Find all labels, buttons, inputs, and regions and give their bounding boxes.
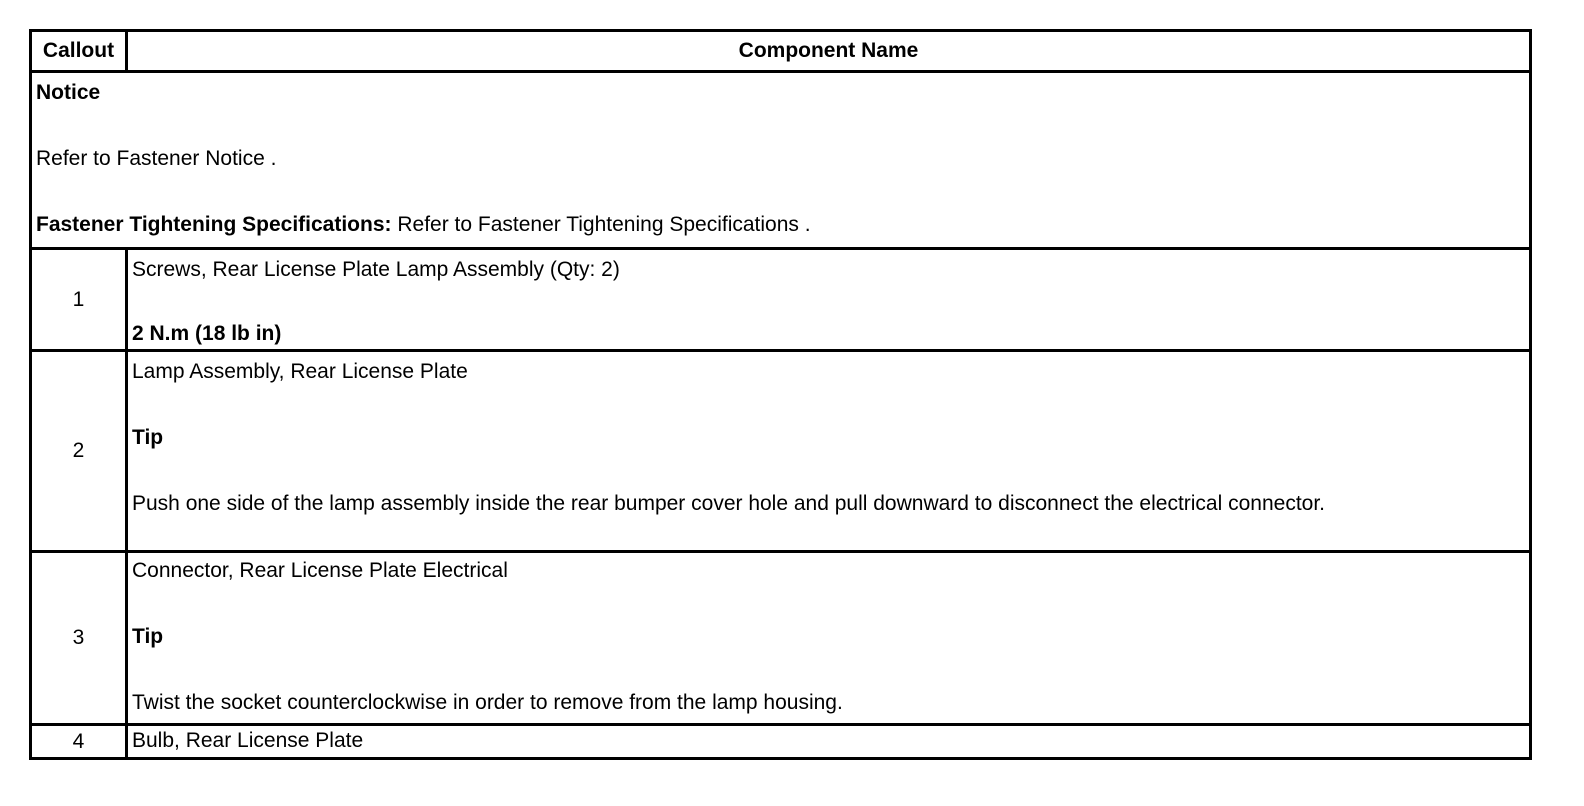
tip-label: Tip [132, 426, 164, 449]
callout-number: 2 [31, 351, 127, 552]
spacer [36, 171, 1525, 213]
tip-text: Push one side of the lamp assembly inside the rear bumper cover hole and pull downward to disconnect the electrical connector. [132, 492, 1326, 515]
component-cell [127, 249, 1531, 351]
spacer [132, 450, 1525, 492]
torque-spec: 2 N.m (18 lb in) [132, 322, 282, 345]
component-name: Bulb, Rear License Plate [132, 729, 364, 752]
spacer [132, 649, 1525, 691]
component-name: Lamp Assembly, Rear License Plate [132, 360, 468, 383]
notice-text: Refer to Fastener Notice . [36, 147, 277, 170]
fastener-spec-label: Fastener Tightening Specifications: [36, 213, 392, 236]
component-name-header: Component Name [127, 31, 1531, 72]
spacer [132, 583, 1525, 625]
callout-header: Callout [31, 31, 127, 72]
component-name: Screws, Rear License Plate Lamp Assembly (Qty: 2) [132, 258, 620, 281]
notice-row [31, 72, 1531, 249]
tip-label: Tip [132, 625, 164, 648]
notice-cell [31, 72, 1531, 249]
spacer [36, 105, 1525, 147]
notice-title: Notice [36, 81, 101, 104]
callout-number: 1 [31, 249, 127, 351]
component-cell [127, 351, 1531, 552]
callout-number: 3 [31, 552, 127, 725]
table-row [31, 351, 1531, 552]
spacer [132, 282, 1525, 322]
table-row [31, 249, 1531, 351]
component-name: Connector, Rear License Plate Electrical [132, 559, 508, 582]
table-row [31, 725, 1531, 759]
component-table [29, 29, 1532, 760]
component-cell [127, 552, 1531, 725]
spacer [132, 384, 1525, 426]
table-header-row [31, 31, 1531, 72]
fastener-spec-line [36, 213, 1525, 237]
component-cell [127, 725, 1531, 759]
callout-number: 4 [31, 725, 127, 759]
fastener-spec-text: Refer to Fastener Tightening Specifications . [391, 213, 811, 236]
table-row [31, 552, 1531, 725]
tip-text: Twist the socket counterclockwise in order to remove from the lamp housing. [132, 691, 843, 714]
